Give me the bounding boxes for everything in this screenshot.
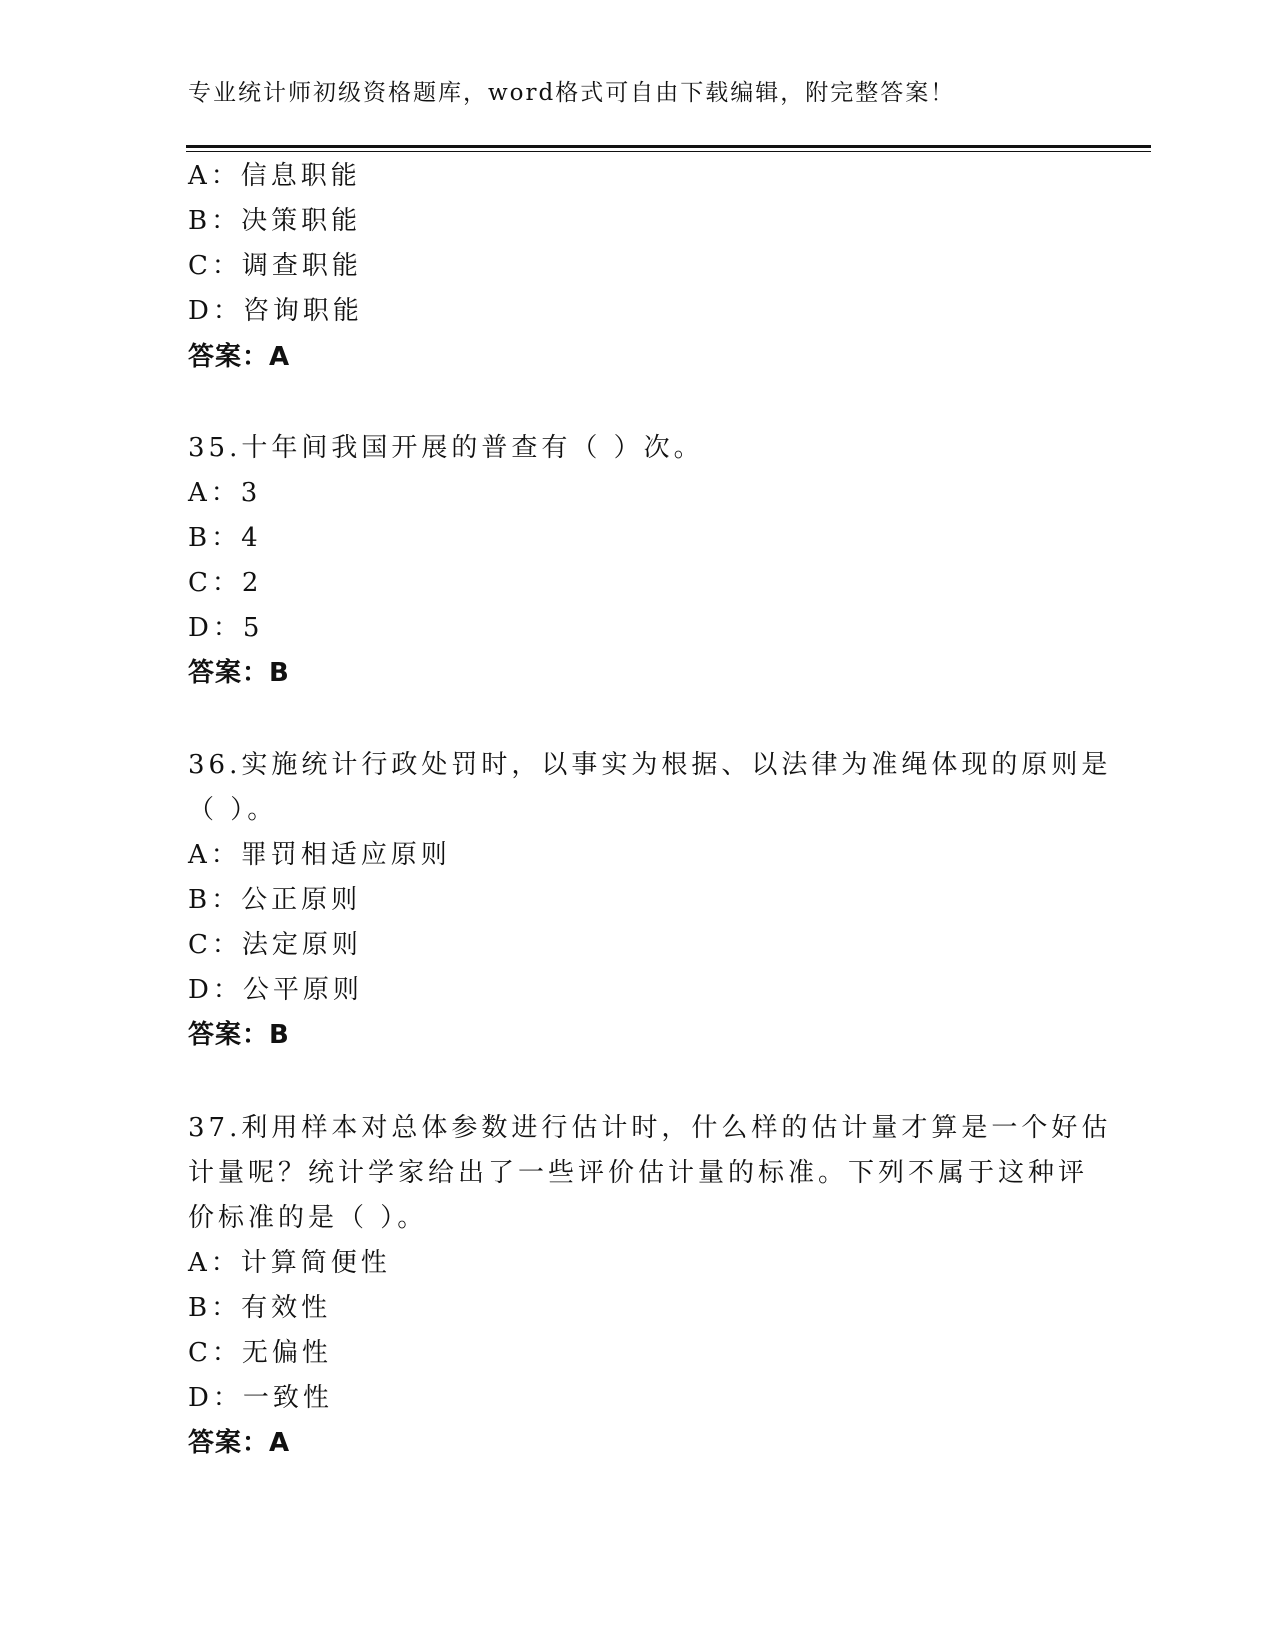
option-b: B：公正原则 <box>188 885 362 915</box>
option-a: A：信息职能 <box>188 161 361 191</box>
question-37-stem-line3: 价标准的是（ ）。 <box>188 1203 428 1233</box>
answer: 答案：A <box>188 1428 291 1458</box>
option-d: D：一致性 <box>188 1383 333 1413</box>
option-d: D：5 <box>188 613 264 643</box>
option-c: C：调查职能 <box>188 251 362 281</box>
header-rule-thick <box>186 145 1151 148</box>
question-36-stem-line1: 36.实施统计行政处罚时，以事实为根据、以法律为准绳体现的原则是 <box>188 750 1112 780</box>
option-c: C：2 <box>188 568 263 598</box>
header-rule-thin <box>186 151 1151 152</box>
question-35-stem: 35.十年间我国开展的普查有（ ）次。 <box>188 433 704 463</box>
option-a: A：计算简便性 <box>188 1248 391 1278</box>
option-d: D：咨询职能 <box>188 296 363 326</box>
page-header: 专业统计师初级资格题库，word格式可自由下载编辑，附完整答案！ <box>188 80 956 106</box>
option-b: B：有效性 <box>188 1293 332 1323</box>
question-36-stem-line2: （ ）。 <box>188 795 278 825</box>
question-37-stem-line2: 计量呢？统计学家给出了一些评价估计量的标准。下列不属于这种评 <box>188 1158 1089 1188</box>
option-b: B：决策职能 <box>188 206 362 236</box>
option-a: A：3 <box>188 478 262 508</box>
answer: 答案：B <box>188 1020 290 1050</box>
answer: 答案：B <box>188 658 290 688</box>
question-37-stem-line1: 37.利用样本对总体参数进行估计时，什么样的估计量才算是一个好估 <box>188 1113 1112 1143</box>
option-b: B：4 <box>188 523 262 553</box>
answer: 答案：A <box>188 342 291 372</box>
option-c: C：法定原则 <box>188 930 362 960</box>
option-c: C：无偏性 <box>188 1338 332 1368</box>
option-a: A：罪罚相适应原则 <box>188 840 451 870</box>
option-d: D：公平原则 <box>188 975 363 1005</box>
